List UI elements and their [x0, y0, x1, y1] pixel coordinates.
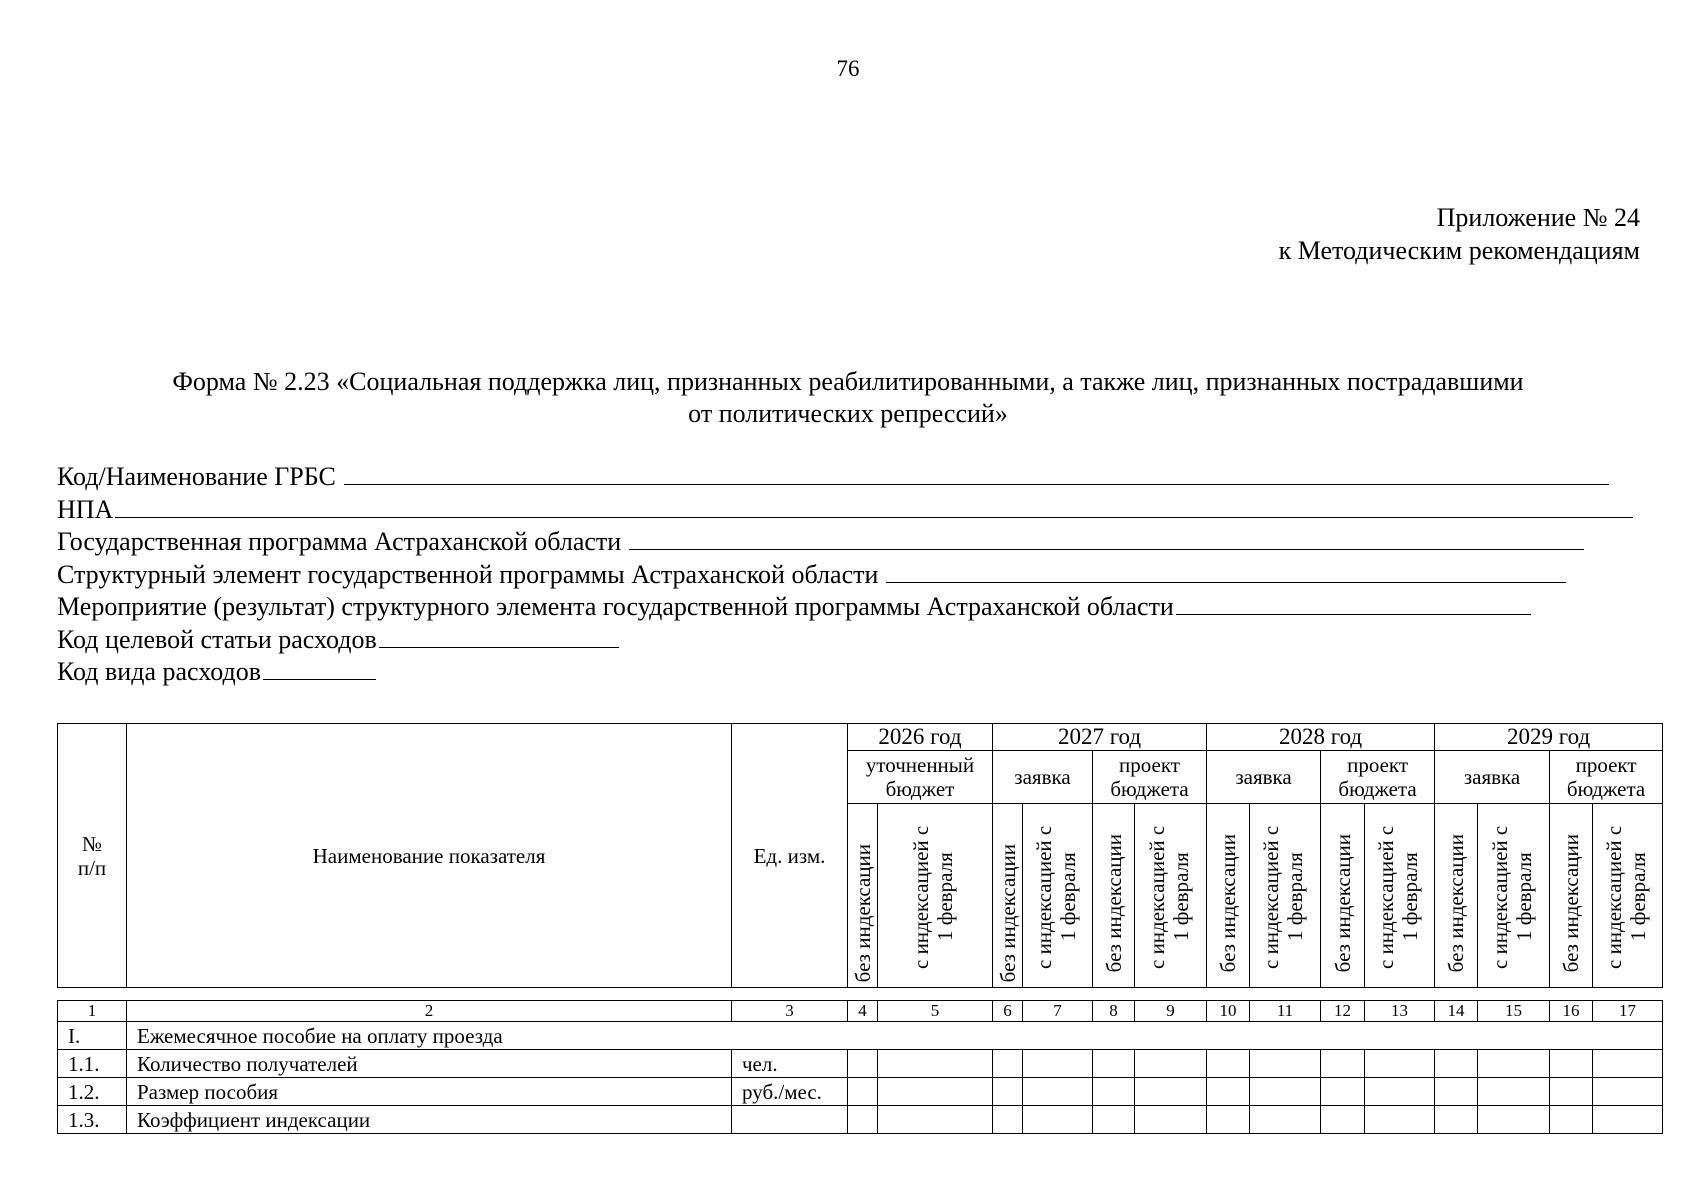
row-name: Количество получателей — [127, 1050, 732, 1078]
data-cell[interactable] — [993, 1106, 1023, 1134]
data-cell[interactable] — [1321, 1106, 1365, 1134]
data-cell[interactable] — [878, 1050, 993, 1078]
column-number: 13 — [1365, 1001, 1435, 1022]
header-unit: Ед. изм. — [732, 724, 848, 988]
header-draft-text: проект бюджета — [1338, 753, 1417, 801]
field-blank[interactable] — [1176, 592, 1531, 615]
data-cell[interactable] — [1023, 1106, 1093, 1134]
column-number: 6 — [993, 1001, 1023, 1022]
data-cell[interactable] — [1478, 1078, 1550, 1106]
field-blank[interactable] — [379, 625, 619, 648]
column-number: 10 — [1207, 1001, 1250, 1022]
header-year-2029: 2029 год — [1435, 724, 1663, 751]
data-cell[interactable] — [1550, 1078, 1593, 1106]
data-cell[interactable] — [1435, 1106, 1478, 1134]
header-with-indexation — [1365, 804, 1435, 988]
data-cell[interactable] — [1093, 1078, 1135, 1106]
header-with-indexation-text: с индексацией с 1 февраля — [1487, 825, 1536, 969]
row-unit: руб./мес. — [732, 1078, 848, 1106]
table-header — [57, 723, 1663, 988]
row-number: I. — [58, 1022, 127, 1050]
field-label: Мероприятие (результат) структурного элемента государственной программы Астраханской области — [57, 592, 1174, 621]
column-number: 5 — [878, 1001, 993, 1022]
column-number: 2 — [127, 1001, 732, 1022]
field-label: Государственная программа Астраханской области — [57, 527, 622, 556]
column-number: 17 — [1593, 1001, 1663, 1022]
data-cell[interactable] — [1321, 1050, 1365, 1078]
column-number: 14 — [1435, 1001, 1478, 1022]
form-title — [60, 366, 1636, 430]
header-without-indexation-text: без индексации — [1216, 833, 1241, 972]
data-cell[interactable] — [848, 1106, 878, 1134]
data-cell[interactable] — [993, 1078, 1023, 1106]
header-with-indexation — [1135, 804, 1207, 988]
header-without-indexation-text: без индексации — [850, 843, 875, 982]
field-structural-element — [57, 560, 1649, 593]
field-blank[interactable] — [629, 527, 1584, 550]
table-row — [58, 1106, 1663, 1134]
header-without-indexation-text: без индексации — [1101, 833, 1126, 972]
data-cell[interactable] — [1207, 1050, 1250, 1078]
header-without-indexation-text: без индексации — [995, 843, 1020, 982]
header-with-indexation — [1023, 804, 1093, 988]
data-cell[interactable] — [848, 1078, 878, 1106]
header-refined-budget-text: уточненный бюджет — [865, 753, 975, 801]
header-year-2027: 2027 год — [993, 724, 1207, 751]
header-without-indexation — [1435, 804, 1478, 988]
data-cell[interactable] — [1435, 1078, 1478, 1106]
appendix-caption — [1279, 201, 1640, 267]
table-row — [58, 1078, 1663, 1106]
header-without-indexation — [1321, 804, 1365, 988]
header-with-indexation — [1250, 804, 1321, 988]
row-number: 1.1. — [58, 1050, 127, 1078]
page-number: 76 — [836, 56, 860, 81]
column-number: 1 — [58, 1001, 127, 1022]
table-row — [58, 1050, 1663, 1078]
header-without-indexation — [1093, 804, 1135, 988]
field-blank[interactable] — [263, 657, 376, 680]
header-request-2028: заявка — [1207, 751, 1321, 804]
data-cell[interactable] — [1365, 1106, 1435, 1134]
data-cell[interactable] — [1550, 1050, 1593, 1078]
data-cell[interactable] — [1023, 1078, 1093, 1106]
data-cell[interactable] — [1593, 1078, 1663, 1106]
header-without-indexation — [848, 804, 878, 988]
header-with-indexation-text: с индексацией с 1 февраля — [1144, 825, 1193, 969]
header-with-indexation-text: с индексацией с 1 февраля — [909, 825, 957, 969]
header-draft-2029 — [1550, 751, 1663, 804]
row-name: Размер пособия — [127, 1078, 732, 1106]
header-without-indexation — [993, 804, 1023, 988]
column-number: 16 — [1550, 1001, 1593, 1022]
field-label: Код вида расходов — [57, 657, 261, 686]
header-draft-2027 — [1093, 751, 1207, 804]
data-cell[interactable] — [1365, 1078, 1435, 1106]
header-without-indexation-text: без индексации — [1444, 833, 1469, 972]
header-without-indexation-text: без индексации — [1559, 833, 1584, 972]
data-cell[interactable] — [1093, 1050, 1135, 1078]
data-cell[interactable] — [1250, 1106, 1321, 1134]
header-year-2028: 2028 год — [1207, 724, 1435, 751]
header-draft-text: проект бюджета — [1110, 753, 1189, 801]
data-cell[interactable] — [1207, 1106, 1250, 1134]
header-with-indexation — [1593, 804, 1663, 988]
data-cell[interactable] — [1135, 1106, 1207, 1134]
header-refined-budget — [848, 751, 993, 804]
form-title-line-2: от политических репрессий» — [688, 399, 1008, 428]
field-blank[interactable] — [886, 560, 1566, 583]
header-with-indexation — [1478, 804, 1550, 988]
field-label: НПА — [57, 494, 114, 524]
header-draft-2028 — [1321, 751, 1435, 804]
data-cell[interactable] — [1365, 1050, 1435, 1078]
header-without-indexation — [1207, 804, 1250, 988]
column-number: 12 — [1321, 1001, 1365, 1022]
data-cell[interactable] — [1093, 1106, 1135, 1134]
data-cell[interactable] — [1550, 1106, 1593, 1134]
data-cell[interactable] — [878, 1106, 993, 1134]
field-blank[interactable] — [115, 495, 1633, 518]
header-request-2027: заявка — [993, 751, 1093, 804]
field-blank[interactable] — [344, 462, 1609, 485]
header-with-indexation-text: с индексацией с 1 февраля — [1601, 825, 1650, 969]
field-label: Код/Наименование ГРБС — [57, 462, 336, 491]
column-number: 4 — [848, 1001, 878, 1022]
appendix-line-1: Приложение № 24 — [1436, 203, 1640, 232]
column-number: 7 — [1023, 1001, 1093, 1022]
data-cell[interactable] — [1250, 1078, 1321, 1106]
appendix-line-2: к Методическим рекомендациям — [1278, 236, 1640, 265]
row-unit: чел. — [732, 1050, 848, 1078]
field-label: Структурный элемент государственной программы Астраханской области — [57, 559, 879, 589]
header-without-indexation — [1550, 804, 1593, 988]
field-expense-type-code — [57, 657, 1649, 690]
field-grbs — [57, 462, 1649, 495]
header-without-indexation-text: без индексации — [1330, 833, 1355, 972]
header-with-indexation-text: с индексацией с 1 февраля — [1031, 825, 1080, 969]
row-number: 1.3. — [58, 1106, 127, 1134]
field-target-article-code — [57, 625, 1649, 658]
data-cell[interactable] — [1207, 1078, 1250, 1106]
header-draft-text: проект бюджета — [1566, 753, 1646, 801]
data-cell[interactable] — [848, 1050, 878, 1078]
column-number: 3 — [732, 1001, 848, 1022]
header-number — [58, 724, 127, 988]
field-label: Код целевой статьи расходов — [57, 624, 377, 654]
table-body — [57, 1000, 1663, 1134]
column-numbers-row — [58, 1001, 1663, 1022]
row-name: Коэффициент индексации — [127, 1106, 732, 1134]
field-measure-result — [57, 592, 1649, 625]
header-indicator-name: Наименование показателя — [127, 724, 732, 988]
data-cell[interactable] — [993, 1050, 1023, 1078]
data-cell[interactable] — [1250, 1050, 1321, 1078]
data-cell[interactable] — [1478, 1106, 1550, 1134]
form-fields — [57, 462, 1649, 690]
header-request-2029: заявка — [1435, 751, 1550, 804]
data-cell[interactable] — [1478, 1050, 1550, 1078]
header-with-indexation-text: с индексацией с 1 февраля — [1259, 825, 1308, 969]
data-cell[interactable] — [1435, 1050, 1478, 1078]
header-with-indexation-text: с индексацией с 1 февраля — [1373, 825, 1422, 969]
data-cell[interactable] — [1135, 1078, 1207, 1106]
data-cell[interactable] — [1321, 1078, 1365, 1106]
data-cell[interactable] — [1135, 1050, 1207, 1078]
header-number-text: № п/п — [77, 831, 107, 880]
column-number: 9 — [1135, 1001, 1207, 1022]
header-year-2026: 2026 год — [848, 724, 993, 751]
form-title-line-1: Форма № 2.23 «Социальная поддержка лиц, признанных реабилитированными, а также лиц, признанных пострадавшими — [172, 367, 1524, 396]
row-section-title: Ежемесячное пособие на оплату проезда — [127, 1022, 1663, 1050]
field-npa — [57, 495, 1649, 528]
data-cell[interactable] — [1593, 1050, 1663, 1078]
field-state-program — [57, 527, 1649, 560]
row-unit — [732, 1106, 848, 1134]
data-cell[interactable] — [1023, 1050, 1093, 1078]
column-number: 11 — [1250, 1001, 1321, 1022]
row-number: 1.2. — [58, 1078, 127, 1106]
column-number: 15 — [1478, 1001, 1550, 1022]
header-with-indexation — [878, 804, 993, 988]
table-row-section — [58, 1022, 1663, 1050]
data-cell[interactable] — [1593, 1106, 1663, 1134]
column-number: 8 — [1093, 1001, 1135, 1022]
data-cell[interactable] — [878, 1078, 993, 1106]
